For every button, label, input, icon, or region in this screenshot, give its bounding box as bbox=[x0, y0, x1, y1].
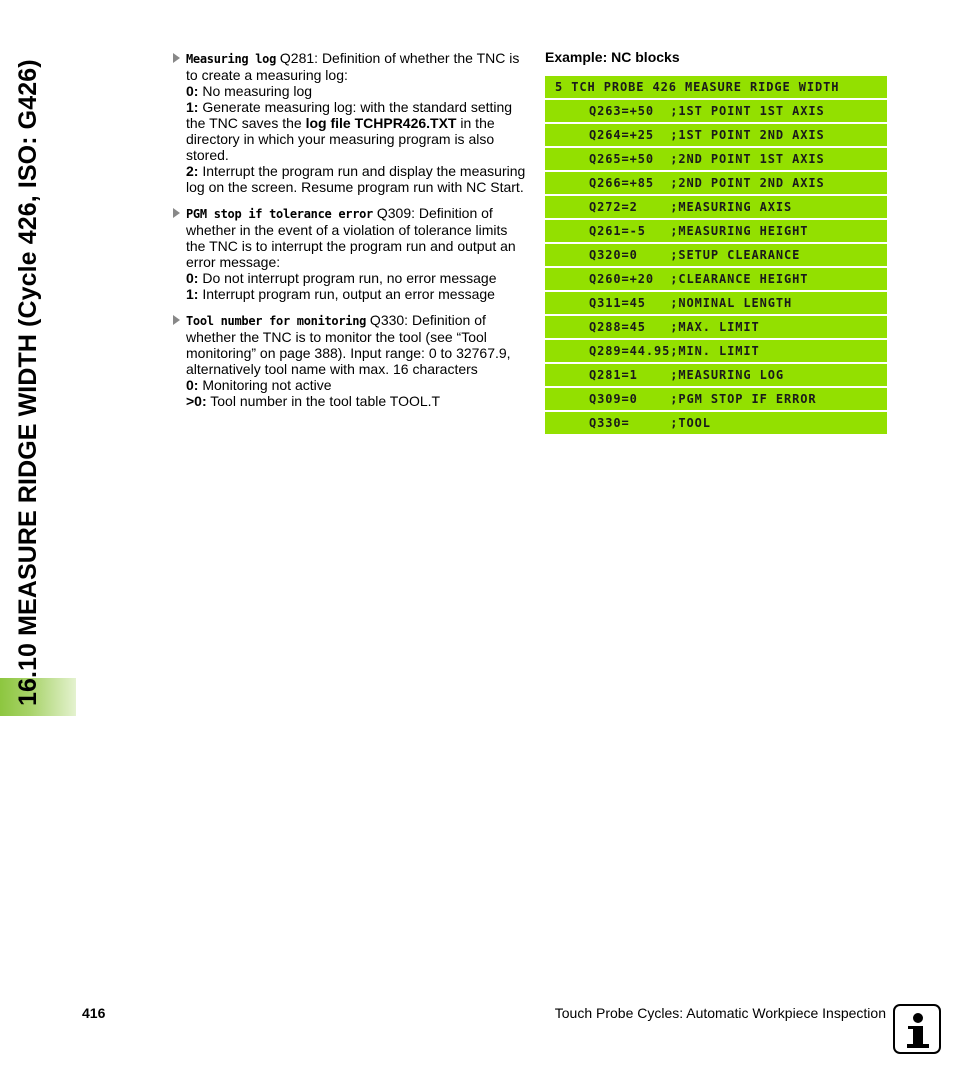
nc-line: 5 TCH PROBE 426 MEASURE RIDGE WIDTH bbox=[545, 76, 887, 98]
nc-line: Q260=+20 ;CLEARANCE HEIGHT bbox=[545, 268, 887, 290]
param-tool-number bbox=[172, 312, 528, 409]
param-option: 0: Do not interrupt program run, no error message bbox=[186, 270, 497, 286]
example-heading: Example: NC blocks bbox=[545, 49, 680, 65]
nc-line: Q272=2 ;MEASURING AXIS bbox=[545, 196, 887, 218]
param-intro: PGM stop if tolerance error Q309: Definition of whether in the event of a violation of tolerance limits the TNC is to interrupt the program run and output an error message: bbox=[186, 205, 516, 270]
bullet-triangle-icon bbox=[173, 208, 180, 218]
nc-line: Q289=44.95;MIN. LIMIT bbox=[545, 340, 887, 362]
param-name: PGM stop if tolerance error bbox=[186, 207, 373, 221]
nc-line: Q309=0 ;PGM STOP IF ERROR bbox=[545, 388, 887, 410]
param-option: 2: Interrupt the program run and display the measuring log on the screen. Resume program run with NC Start. bbox=[186, 163, 526, 195]
nc-line: Q330= ;TOOL bbox=[545, 412, 887, 434]
param-name: Tool number for monitoring bbox=[186, 314, 367, 328]
chapter-tab bbox=[0, 0, 76, 716]
nc-line: Q265=+50 ;2ND POINT 1ST AXIS bbox=[545, 148, 887, 170]
param-measuring-log bbox=[172, 50, 528, 195]
bullet-triangle-icon bbox=[173, 315, 180, 325]
nc-line: Q266=+85 ;2ND POINT 2ND AXIS bbox=[545, 172, 887, 194]
nc-line: Q311=45 ;NOMINAL LENGTH bbox=[545, 292, 887, 314]
param-option: 1: Interrupt program run, output an error message bbox=[186, 286, 495, 302]
parameter-descriptions bbox=[172, 50, 528, 419]
nc-line: Q264=+25 ;1ST POINT 2ND AXIS bbox=[545, 124, 887, 146]
param-option: 1: Generate measuring log: with the standard setting the TNC saves the log file TCHPR426.TXT in the directory in which your measuring program is also stored. bbox=[186, 99, 513, 163]
page-number: 416 bbox=[82, 1005, 106, 1021]
nc-line: Q263=+50 ;1ST POINT 1ST AXIS bbox=[545, 100, 887, 122]
bullet-triangle-icon bbox=[173, 53, 180, 63]
param-intro: Tool number for monitoring Q330: Definition of whether the TNC is to monitor the tool (see “Tool monitoring” on page 388). Input range: 0 to 32767.9, alternatively tool name with max. 16 characters bbox=[186, 312, 511, 377]
param-pgm-stop bbox=[172, 205, 528, 302]
info-icon bbox=[893, 1004, 941, 1054]
footer-title: Touch Probe Cycles: Automatic Workpiece Inspection bbox=[554, 1005, 886, 1021]
nc-line: Q288=45 ;MAX. LIMIT bbox=[545, 316, 887, 338]
nc-line: Q320=0 ;SETUP CLEARANCE bbox=[545, 244, 887, 266]
nc-line: Q261=-5 ;MEASURING HEIGHT bbox=[545, 220, 887, 242]
nc-block-list bbox=[545, 76, 887, 436]
param-option: >0: Tool number in the tool table TOOL.T bbox=[186, 393, 441, 409]
param-intro: Measuring log Q281: Definition of whether the TNC is to create a measuring log: bbox=[186, 50, 520, 83]
param-name: Measuring log bbox=[186, 52, 277, 66]
chapter-title: 16.10 MEASURE RIDGE WIDTH (Cycle 426, ISO: G426) bbox=[14, 59, 42, 706]
param-option: 0: No measuring log bbox=[186, 83, 313, 99]
nc-line: Q281=1 ;MEASURING LOG bbox=[545, 364, 887, 386]
param-option: 0: Monitoring not active bbox=[186, 377, 332, 393]
